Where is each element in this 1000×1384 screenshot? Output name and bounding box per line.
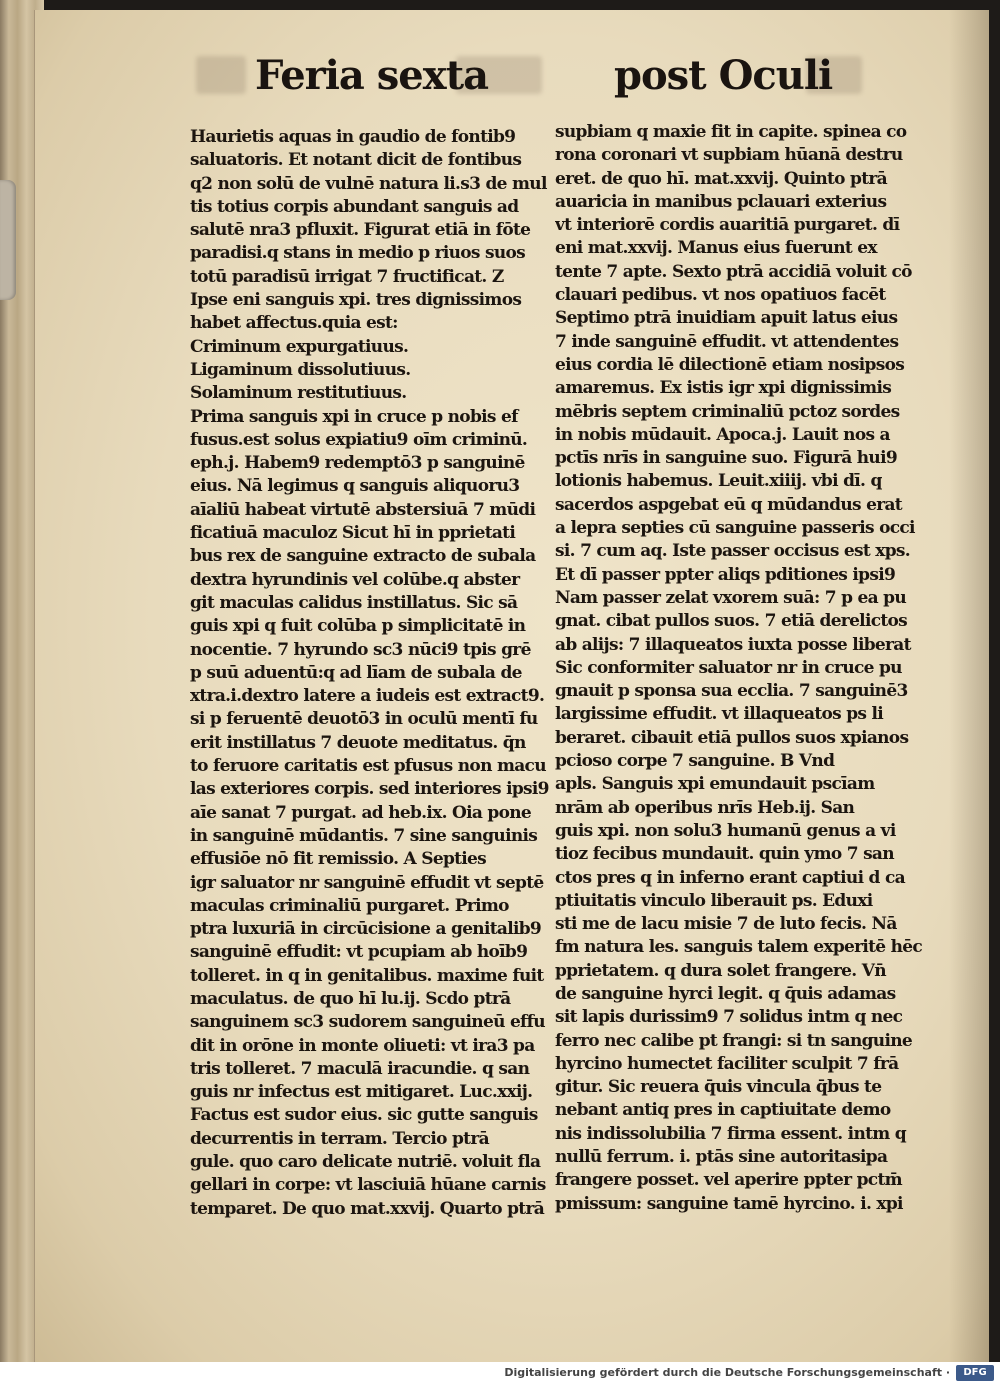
text-line: eius cordia lē dilectionē etiam nosipsos (555, 354, 905, 375)
text-line: tioz fecibus mundauit. quin ymo 7 san (555, 844, 894, 865)
text-line: totū paradisū irrigat 7 fructificat. Z (190, 266, 504, 287)
text-line: Ipse eni sanguis xpi. tres dignissimos (190, 290, 522, 311)
text-line: guis nr infectus est mitigaret. Luc.xxij. (190, 1082, 533, 1103)
text-line: gnauit p sponsa sua ecclia. 7 sanguinē3 (555, 681, 908, 702)
text-line: Haurietis aquas in gaudio de fontib9 (190, 127, 516, 147)
text-line: sit lapis durissim9 7 solidus intm q nec (555, 1007, 903, 1028)
gutter-shadow (949, 10, 989, 1362)
text-line: Factus est sudor eius. sic gutte sanguis (190, 1105, 538, 1126)
text-line: in nobis mūdauit. Apoca.j. Lauit nos a (555, 424, 890, 445)
text-line: pctīs nrīs in sanguine suo. Figurā hui9 (555, 448, 897, 469)
text-line: nebant antiq pres in captiuitate demo (555, 1100, 891, 1121)
text-line: maculatus. de quo hī lu.ij. Scdo ptrā (190, 988, 511, 1009)
text-line: pprietatem. q dura solet frangere. Vn̄ (555, 960, 886, 981)
text-line: frangere posset. vel aperire ppter pctm̄ (555, 1170, 902, 1191)
text-line: erit instillatus 7 deuote meditatus. q̄n (190, 732, 526, 753)
text-line: supbiam q maxie fit in capite. spinea co (555, 122, 907, 142)
text-line: ptiuitatis vinculo liberauit ps. Eduxi (555, 890, 873, 911)
text-line: eph.j. Habem9 redemptō3 p sanguinē (190, 453, 525, 474)
text-line: eret. de quo hī. mat.xxvij. Quinto ptrā (555, 168, 887, 189)
text-line: guis xpi q fuit colūba p simplicitatē in (190, 616, 526, 637)
text-line: de sanguine hyrci legit. q q̄uis adamas (555, 983, 896, 1004)
text-line: largissime effudit. vt illaqueatos ps li (555, 704, 884, 725)
text-line: ferro nec calibe pt frangi: si tn sanguine (555, 1030, 912, 1051)
text-line: pcioso corpe 7 sanguine. B Vnd (555, 751, 835, 772)
text-line: q2 non solū de vulnē natura li.s3 de mul (190, 173, 547, 194)
text-line: tolleret. in q in genitalibus. maxime fuit (190, 965, 544, 986)
text-line: xtra.i.dextro latere a iudeis est extract9. (190, 686, 545, 707)
text-line: dit in orōne in monte oliueti: vt ira3 pa (190, 1035, 535, 1056)
text-line: p suū aduentū:q ad līam de subala de (190, 662, 522, 683)
text-line: temparet. De quo mat.xxvij. Quarto ptrā (190, 1198, 545, 1219)
text-line: sanguinē effudit: vt pcupiam ab hoīb9 (190, 942, 528, 963)
text-line: paradisi.q stans in medio p riuos suos (190, 243, 526, 264)
text-line: rona coronari vt supbiam hūanā destru (555, 145, 903, 166)
text-line: sacerdos aspgebat eū q mūdandus erat (555, 494, 902, 515)
text-line: saluatoris. Et notant dicit de fontibus (190, 150, 522, 171)
text-line: beraret. cibauit etiā pullos suos xpianos (555, 727, 909, 748)
text-line: ptra luxuriā in circūcisione a genitalib9 (190, 919, 542, 940)
text-line: aīaliū habeat virtutē abstersiuā 7 mūdi (190, 499, 536, 520)
text-line: lotionis habemus. Leuit.xiiij. vbi dī. q (555, 471, 882, 492)
text-line: nis indissolubilia 7 firma essent. intm q (555, 1123, 906, 1144)
text-line: guis xpi. non solu3 humanū genus a vi (555, 820, 896, 841)
text-line: ctos pres q in inferno erant captiui d ca (555, 867, 905, 888)
dfg-logo: DFG (956, 1365, 994, 1381)
text-line: las exteriores corpis. sed interiores ipsi9 (190, 779, 549, 800)
text-line: eius. Nā legimus q sanguis aliquoru3 (190, 476, 520, 497)
text-line: nullū ferrum. i. ptās sine autoritasipa (555, 1147, 888, 1168)
text-line: vt interiorē cordis auaritiā purgaret. dī (555, 215, 900, 236)
text-line: eni mat.xxvij. Manus eius fuerunt ex (555, 238, 877, 259)
text-line: Ligaminum dissolutiuus. (190, 359, 411, 380)
text-line: si p feruentē deuotō3 in oculū mentī fu (190, 709, 538, 730)
text-column-left (190, 126, 549, 1221)
text-line: 7 inde sanguinē effudit. vt attendentes (555, 331, 899, 352)
text-line: Septimo ptrā inuidiam apuit latus eius (555, 308, 898, 329)
text-line: Prima sanguis xpi in cruce p nobis ef (190, 406, 518, 427)
text-line: git maculas calidus instillatus. Sic sā (190, 592, 518, 613)
text-line: hyrcino humectet faciliter sculpit 7 frā (555, 1053, 899, 1074)
text-line: Criminum expurgatiuus. (190, 336, 409, 357)
funding-note: Digitalisierung gefördert durch die Deutsche Forschungsgemeinschaft · (504, 1366, 950, 1379)
page-clip (0, 180, 16, 300)
text-line: gellari in corpe: vt lasciuiā hūane carnis (190, 1175, 546, 1196)
text-line: dextra hyrundinis vel colūbe.q abster (190, 569, 520, 590)
text-line: gitur. Sic reuera q̄uis vincula q̄bus te (555, 1077, 882, 1098)
text-line: in sanguinē mūdantis. 7 sine sanguinis (190, 825, 538, 846)
text-line: igr saluator nr sanguinē effudit vt septē (190, 872, 544, 893)
text-line: gnat. cibat pullos suos. 7 etiā derelictos (555, 611, 908, 632)
text-line: gule. quo caro delicate nutriē. voluit fla (190, 1152, 541, 1173)
running-header-left: Feria sexta (255, 52, 488, 99)
text-line: amaremus. Ex istis igr xpi dignissimis (555, 378, 892, 399)
text-line: Nam passer zelat vxorem suā: 7 p ea pu (555, 587, 907, 608)
text-line: auaricia in manibus pclauari exterius (555, 191, 887, 212)
text-line: Solaminum restitutiuus. (190, 383, 407, 404)
text-line: bus rex de sanguine extracto de subala (190, 546, 536, 567)
text-line: nrām ab operibus nrīs Heb.ij. San (555, 797, 855, 818)
text-line: tis totius corpis abundant sanguis ad (190, 196, 519, 217)
text-line: mēbris septem criminaliū pctoz sordes (555, 401, 900, 422)
text-line: aīe sanat 7 purgat. ad heb.ix. Oia pone (190, 802, 532, 823)
text-line: to feruore caritatis est pfusus non macu (190, 756, 546, 777)
text-line: clauari pedibus. vt nos opatiuos facēt (555, 285, 886, 306)
text-line: salutē nra3 pfluxit. Figurat etiā in fōte (190, 220, 531, 241)
text-line: nocentie. 7 hyrundo sc3 nūci9 tpis grē (190, 639, 531, 660)
footer-bar (0, 1362, 1000, 1384)
text-line: habet affectus.quia est: (190, 313, 398, 334)
running-header-right: post Oculi (614, 52, 833, 99)
text-line: maculas criminaliū purgaret. Primo (190, 895, 509, 916)
text-line: Et dī passer ppter aliqs pditiones ipsi9 (555, 564, 896, 585)
text-column-right (555, 121, 922, 1216)
bleed-through-mark (196, 56, 246, 94)
text-line: tris tolleret. 7 maculā iracundie. q san (190, 1058, 530, 1079)
text-line: apls. Sanguis xpi emundauit pscīam (555, 774, 875, 795)
text-line: effusiōe nō fit remissio. A Septies (190, 849, 487, 870)
text-line: Sic conformiter saluator nr in cruce pu (555, 657, 902, 678)
text-line: sanguinem sc3 sudorem sanguineū effu (190, 1012, 545, 1033)
text-line: fm natura les. sanguis talem experitē hēc (555, 937, 923, 958)
text-line: ab alijs: 7 illaqueatos iuxta posse liberat (555, 634, 911, 655)
text-line: pmissum: sanguine tamē hyrcino. i. xpi (555, 1193, 903, 1214)
text-line: fusus.est solus expiatiu9 oīm criminū. (190, 429, 528, 450)
text-line: si. 7 cum aq. Iste passer occisus est xps. (555, 541, 911, 562)
text-line: ficatiuā maculoz Sicut hī in pprietati (190, 523, 516, 544)
text-line: sti me de lacu misie 7 de luto fecis. Nā (555, 914, 897, 935)
text-line: tente 7 apte. Sexto ptrā accidiā voluit cō (555, 261, 912, 282)
text-line: decurrentis in terram. Tercio ptrā (190, 1128, 489, 1149)
text-line: a lepra septies cū sanguine passeris occi (555, 518, 915, 539)
